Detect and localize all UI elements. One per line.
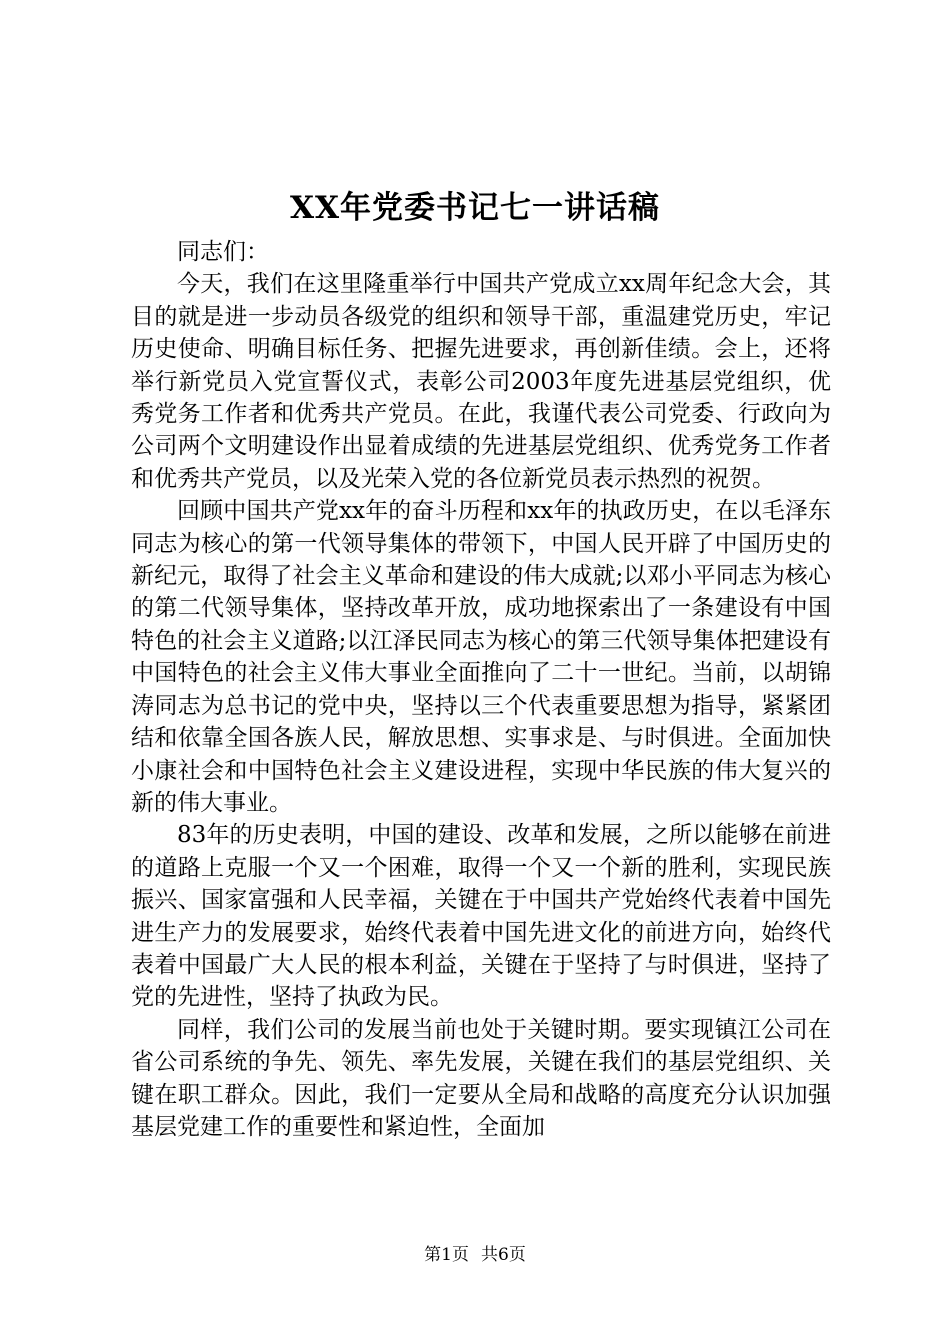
page-footer xyxy=(0,1243,950,1267)
paragraph: 今天，我们在这里隆重举行中国共产党成立xx周年纪念大会，其目的就是进一步动员各级党的组织和领导干部，重温建党历史，牢记历史使命、明确目标任务、把握先进要求，再创新佳绩。会上，还将举行新党员入党宣誓仪式，表彰公司2003年度先进基层党组织，优秀党务工作者和优秀共产党员。在此，我谨代表公司党委、行政向为公司两个文明建设作出显着成绩的先进基层党组织、优秀党务工作者和优秀共产党员，以及光荣入党的各位新党员表示热烈的祝贺。 xyxy=(131,271,831,492)
paragraph: 回顾中国共产党xx年的奋斗历程和xx年的执政历史，在以毛泽东同志为核心的第一代领导集体的带领下，中国人民开辟了中国历史的新纪元，取得了社会主义革命和建设的伟大成就;以邓小平同志为核心的第二代领导集体，坚持改革开放，成功地探索出了一条建设有中国特色的社会主义道路;以江泽民同志为核心的第三代领导集体把建设有中国特色的社会主义伟大事业全面推向了二十一世纪。当前，以胡锦涛同志为总书记的党中央，坚持以三个代表重要思想为指导，紧紧团结和依靠全国各族人民，解放思想、实事求是、与时俱进。全面加快小康社会和中国特色社会主义建设进程，实现中华民族的伟大复兴的新的伟大事业。 xyxy=(131,498,831,816)
document-title: XX年党委书记七一讲话稿 xyxy=(289,190,661,226)
greeting: 同志们： xyxy=(177,239,269,265)
paragraph: 同样，我们公司的发展当前也处于关键时期。要实现镇江公司在省公司系统的争先、领先、率先发展，关键在我们的基层党组织、关键在职工群众。因此，我们一定要从全局和战略的高度充分认识加强基层党建工作的重要性和紧迫性，全面加 xyxy=(131,1016,831,1140)
paragraph: 83年的历史表明，中国的建设、改革和发展，之所以能够在前进的道路上克服一个又一个困难，取得一个又一个新的胜利，实现民族振兴、国家富强和人民幸福，关键在于中国共产党始终代表着中国先进生产力的发展要求，始终代表着中国先进文化的前进方向，始终代表着中国最广大人民的根本利益，关键在于坚持了与时俱进，坚持了党的先进性，坚持了执政为民。 xyxy=(131,822,831,1011)
page-number: 第1页 xyxy=(424,1245,469,1265)
page-total: 共6页 xyxy=(481,1245,526,1265)
document-body xyxy=(131,236,831,1143)
